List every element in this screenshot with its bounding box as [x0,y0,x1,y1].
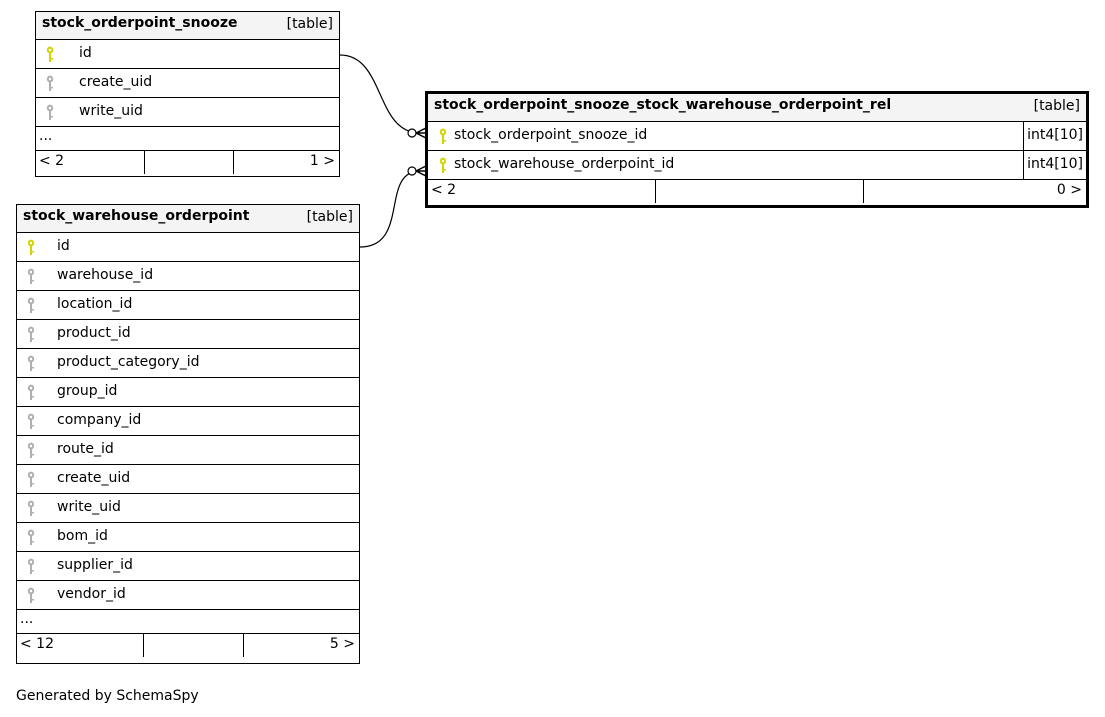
column-row[interactable] [17,436,359,465]
column-row[interactable] [17,407,359,436]
column-row[interactable] [17,320,359,349]
column-row[interactable] [17,349,359,378]
table-name[interactable]: stock_orderpoint_snooze_stock_warehouse_orderpoint_rel [434,97,892,113]
foreign-key-icon [26,384,36,402]
children-count[interactable]: 0 > [1056,182,1082,198]
column-row[interactable] [17,552,359,581]
column-name: bom_id [57,528,108,544]
parents-count[interactable]: < 12 [20,636,54,652]
column-name: write_uid [57,499,121,515]
column-row[interactable] [428,122,1086,151]
column-name: create_uid [57,470,131,486]
table-header [17,205,359,233]
column-row[interactable] [17,465,359,494]
primary-key-icon [26,239,36,257]
column-row[interactable] [17,378,359,407]
column-row[interactable] [36,98,339,127]
column-name: write_uid [79,103,143,119]
table-name[interactable]: stock_orderpoint_snooze [42,15,238,31]
edge-snooze-to-rel [340,55,420,133]
edge-orderpoint-to-rel [360,171,420,247]
column-row[interactable] [17,262,359,291]
table-kind: [table] [306,209,353,225]
table-footer [36,151,339,174]
crowfoot-zero-marker [408,167,416,175]
primary-key-icon [438,128,448,146]
foreign-key-icon [26,326,36,344]
column-row[interactable] [17,291,359,320]
table-header [36,12,339,40]
column-name: company_id [57,412,142,428]
table-stock-orderpoint-snooze-stock-warehouse-orderpoint-rel[interactable] [425,91,1089,208]
foreign-key-icon [26,268,36,286]
column-name: warehouse_id [57,267,154,283]
foreign-key-icon [26,297,36,315]
foreign-key-icon [26,442,36,460]
children-count[interactable]: 1 > [309,153,335,169]
parents-count[interactable]: < 2 [39,153,65,169]
column-row[interactable] [17,494,359,523]
more-columns: ... [36,127,339,151]
column-row[interactable] [17,233,359,262]
more-columns: ... [17,610,359,634]
foreign-key-icon [45,104,55,122]
table-name[interactable]: stock_warehouse_orderpoint [23,208,250,224]
column-name: stock_warehouse_orderpoint_id [454,156,675,172]
column-type: int4[10] [1023,122,1086,150]
column-row[interactable] [428,151,1086,180]
table-kind: [table] [286,16,333,32]
foreign-key-icon [26,529,36,547]
column-type: int4[10] [1023,151,1086,179]
foreign-key-icon [26,558,36,576]
table-kind: [table] [1033,98,1080,114]
column-name: id [57,238,70,254]
column-name: stock_orderpoint_snooze_id [454,127,648,143]
column-row[interactable] [17,581,359,610]
column-name: group_id [57,383,118,399]
foreign-key-icon [26,355,36,373]
table-stock-orderpoint-snooze[interactable] [35,11,340,177]
table-footer [428,180,1086,203]
table-footer [17,634,359,657]
table-stock-warehouse-orderpoint[interactable] [16,204,360,664]
primary-key-icon [438,157,448,175]
table-header [428,94,1086,122]
column-name: product_category_id [57,354,200,370]
foreign-key-icon [26,500,36,518]
foreign-key-icon [26,587,36,605]
foreign-key-icon [26,471,36,489]
column-name: location_id [57,296,133,312]
column-name: id [79,45,92,61]
column-name: product_id [57,325,131,341]
parents-count[interactable]: < 2 [431,182,457,198]
column-row[interactable] [36,40,339,69]
column-name: vendor_id [57,586,126,602]
column-name: route_id [57,441,114,457]
foreign-key-icon [26,413,36,431]
column-name: create_uid [79,74,153,90]
crowfoot-zero-marker [408,129,416,137]
column-row[interactable] [17,523,359,552]
foreign-key-icon [45,75,55,93]
children-count[interactable]: 5 > [329,636,355,652]
primary-key-icon [45,46,55,64]
column-name: supplier_id [57,557,133,573]
column-row[interactable] [36,69,339,98]
generated-by-label: Generated by SchemaSpy [16,688,199,704]
